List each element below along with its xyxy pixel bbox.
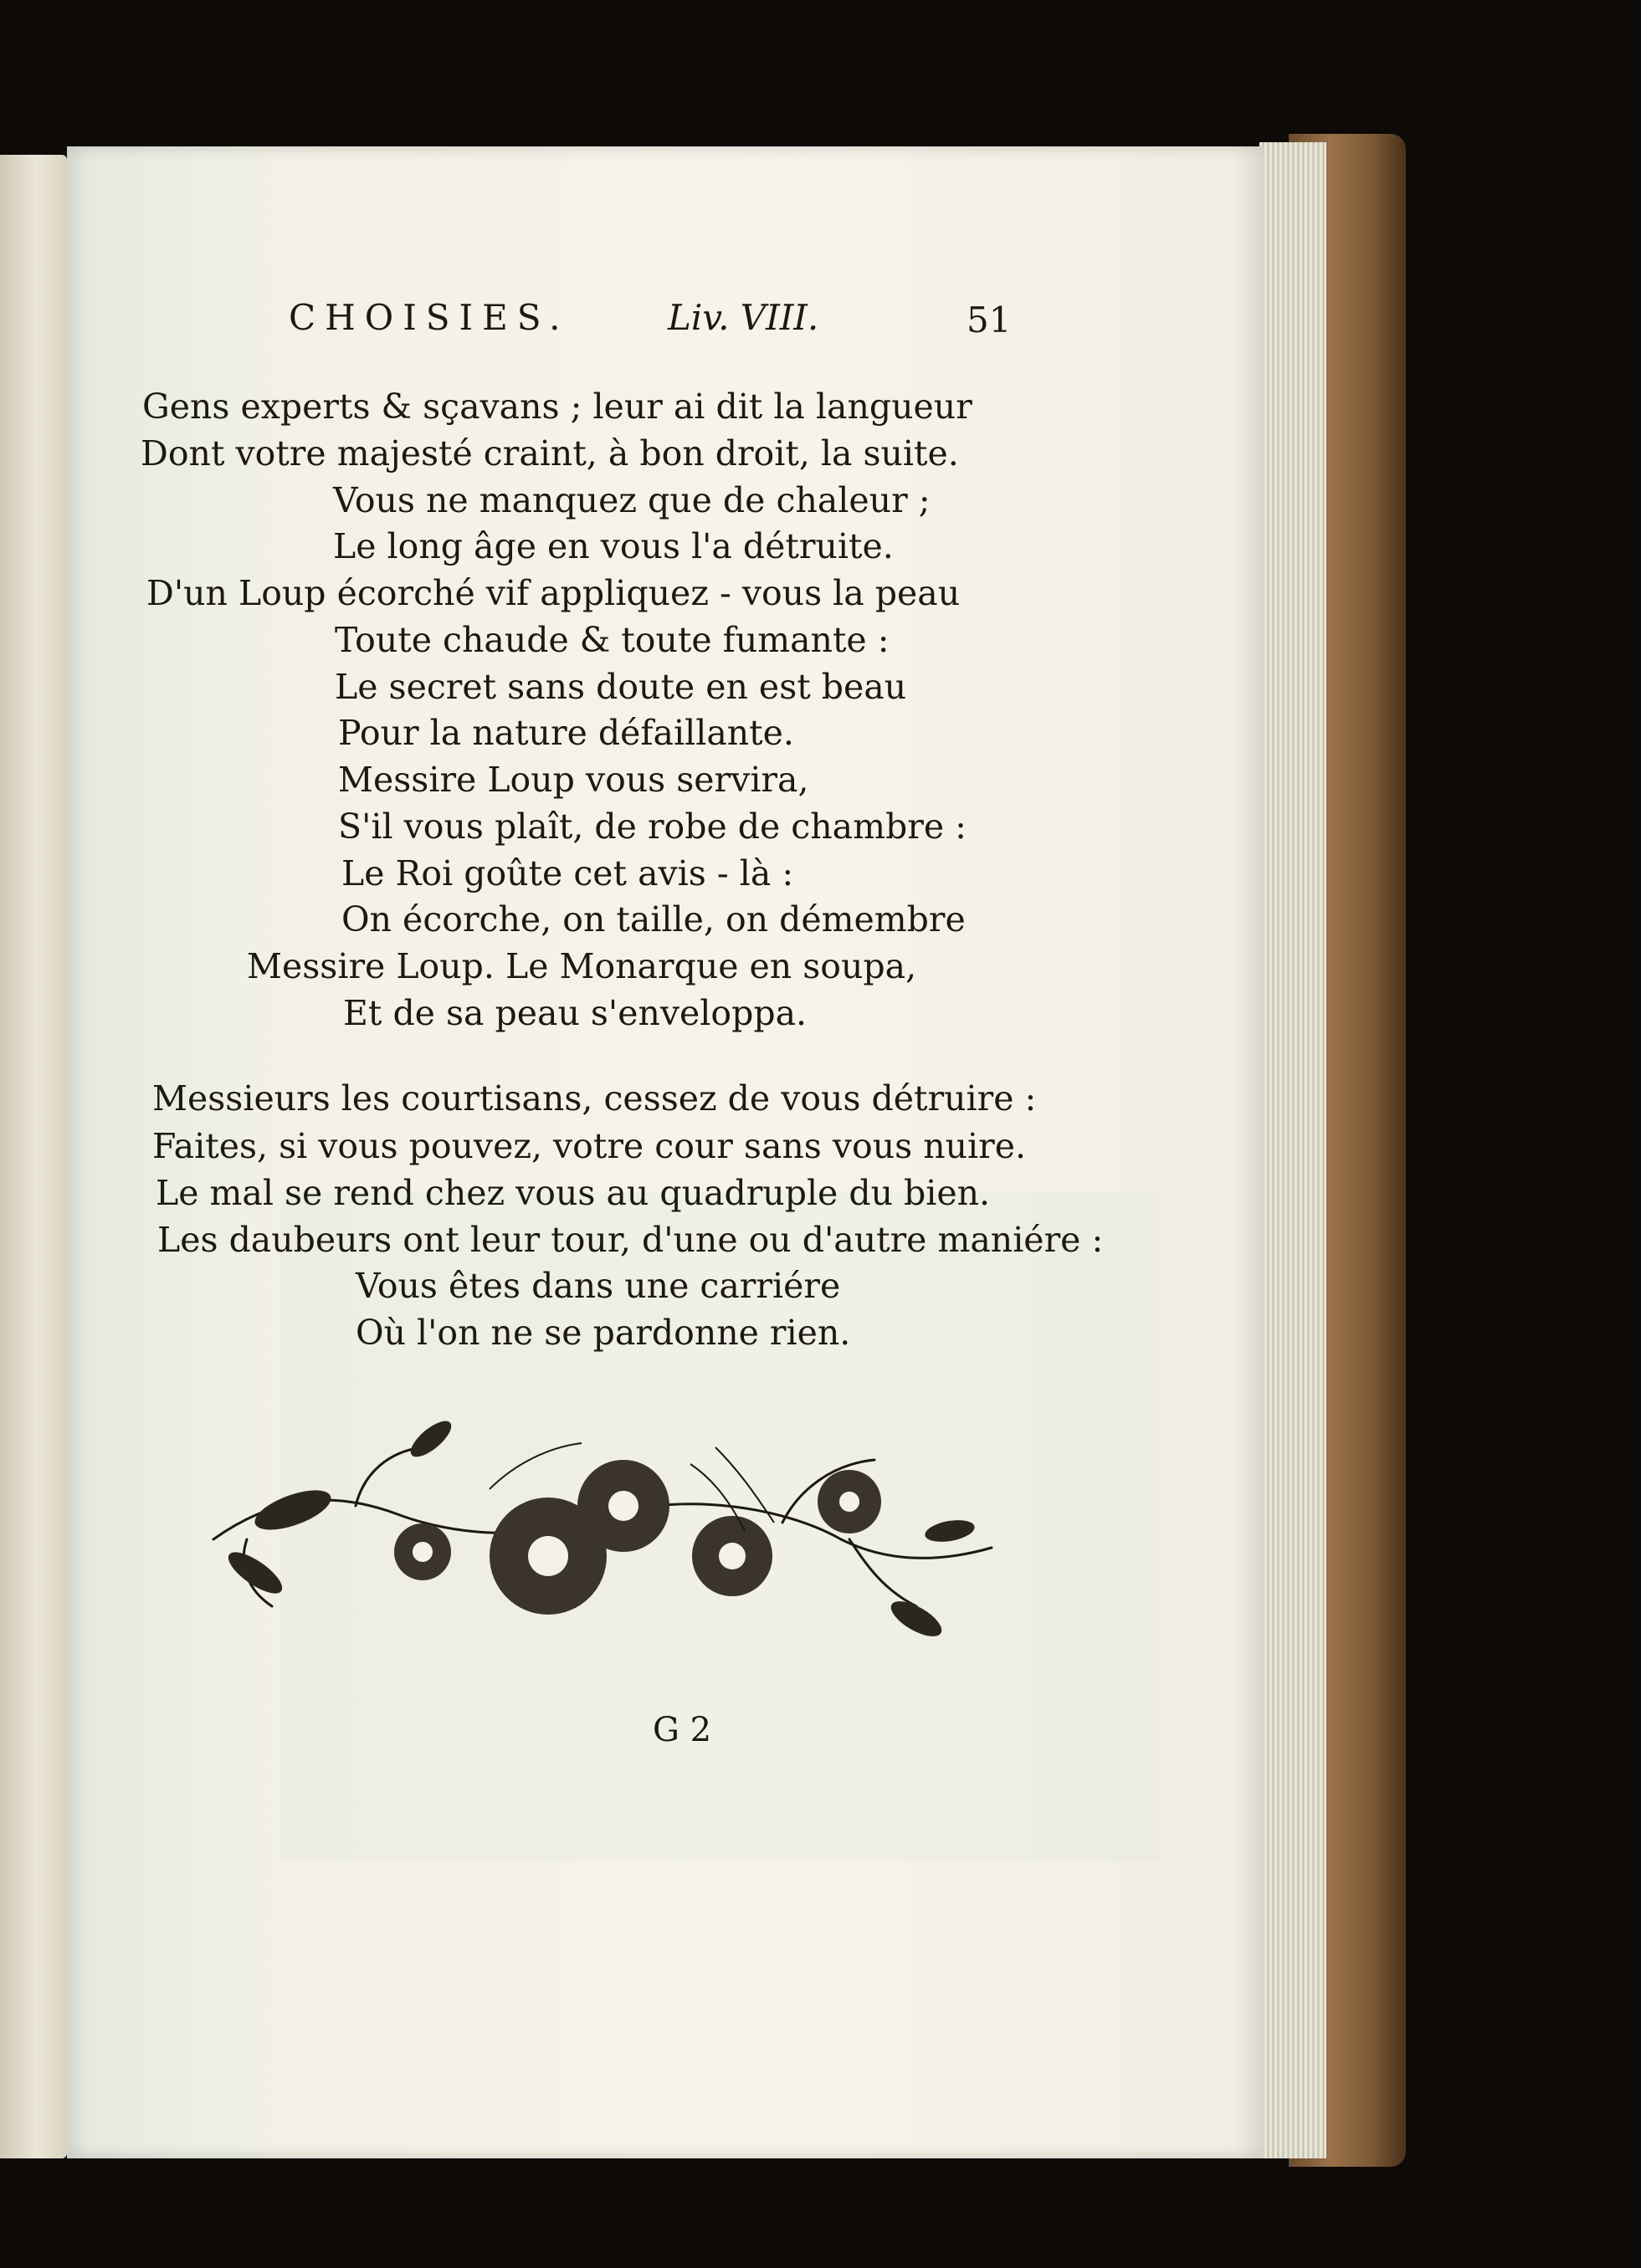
verse-line: Messieurs les courtisans, cessez de vous détruire : (152, 1078, 1037, 1119)
verse-line: Messire Loup. Le Monarque en soupa, (247, 946, 917, 986)
book-number: Liv. VIII. (668, 297, 819, 338)
verse-line: Gens experts & sçavans ; leur ai dit la langueur (142, 387, 972, 427)
verse-line: Où l'on ne se pardonne rien. (356, 1313, 851, 1353)
verse-line: Dont votre majesté craint, à bon droit, la suite. (141, 433, 959, 474)
verse-line: Les daubeurs ont leur tour, d'une ou d'autre maniére : (157, 1220, 1104, 1260)
verse-line: Le long âge en vous l'a détruite. (333, 526, 894, 566)
verse-line: Le mal se rend chez vous au quadruple du bien. (156, 1173, 991, 1213)
verse-line: Faites, si vous pouvez, votre cour sans vous nuire. (152, 1126, 1027, 1166)
verse-line: Le secret sans doute en est beau (335, 667, 907, 707)
verse-line: Pour la nature défaillante. (338, 713, 794, 753)
verse-line: D'un Loup écorché vif appliquez - vous la peau (146, 573, 961, 613)
page-block-edges (1259, 142, 1326, 2158)
verse-line: On écorche, on taille, on démembre (341, 899, 966, 939)
signature-mark: G 2 (653, 1711, 712, 1749)
verse-line: Vous êtes dans une carriére (356, 1266, 841, 1306)
page-number: 51 (967, 299, 1012, 340)
facing-page-edge (0, 155, 67, 2158)
verse-line: S'il vous plaît, de robe de chambre : (338, 806, 967, 847)
verse-line: Vous ne manquez que de chaleur ; (333, 480, 931, 520)
running-title: CHOISIES. (289, 297, 570, 338)
verse-line: Toute chaude & toute fumante : (335, 620, 890, 660)
verse-line: Messire Loup vous servira, (338, 760, 809, 800)
verse-line: Le Roi goûte cet avis - là : (341, 853, 794, 893)
verse-line: Et de sa peau s'enveloppa. (343, 993, 808, 1033)
floral-vignette-icon (197, 1414, 1008, 1673)
